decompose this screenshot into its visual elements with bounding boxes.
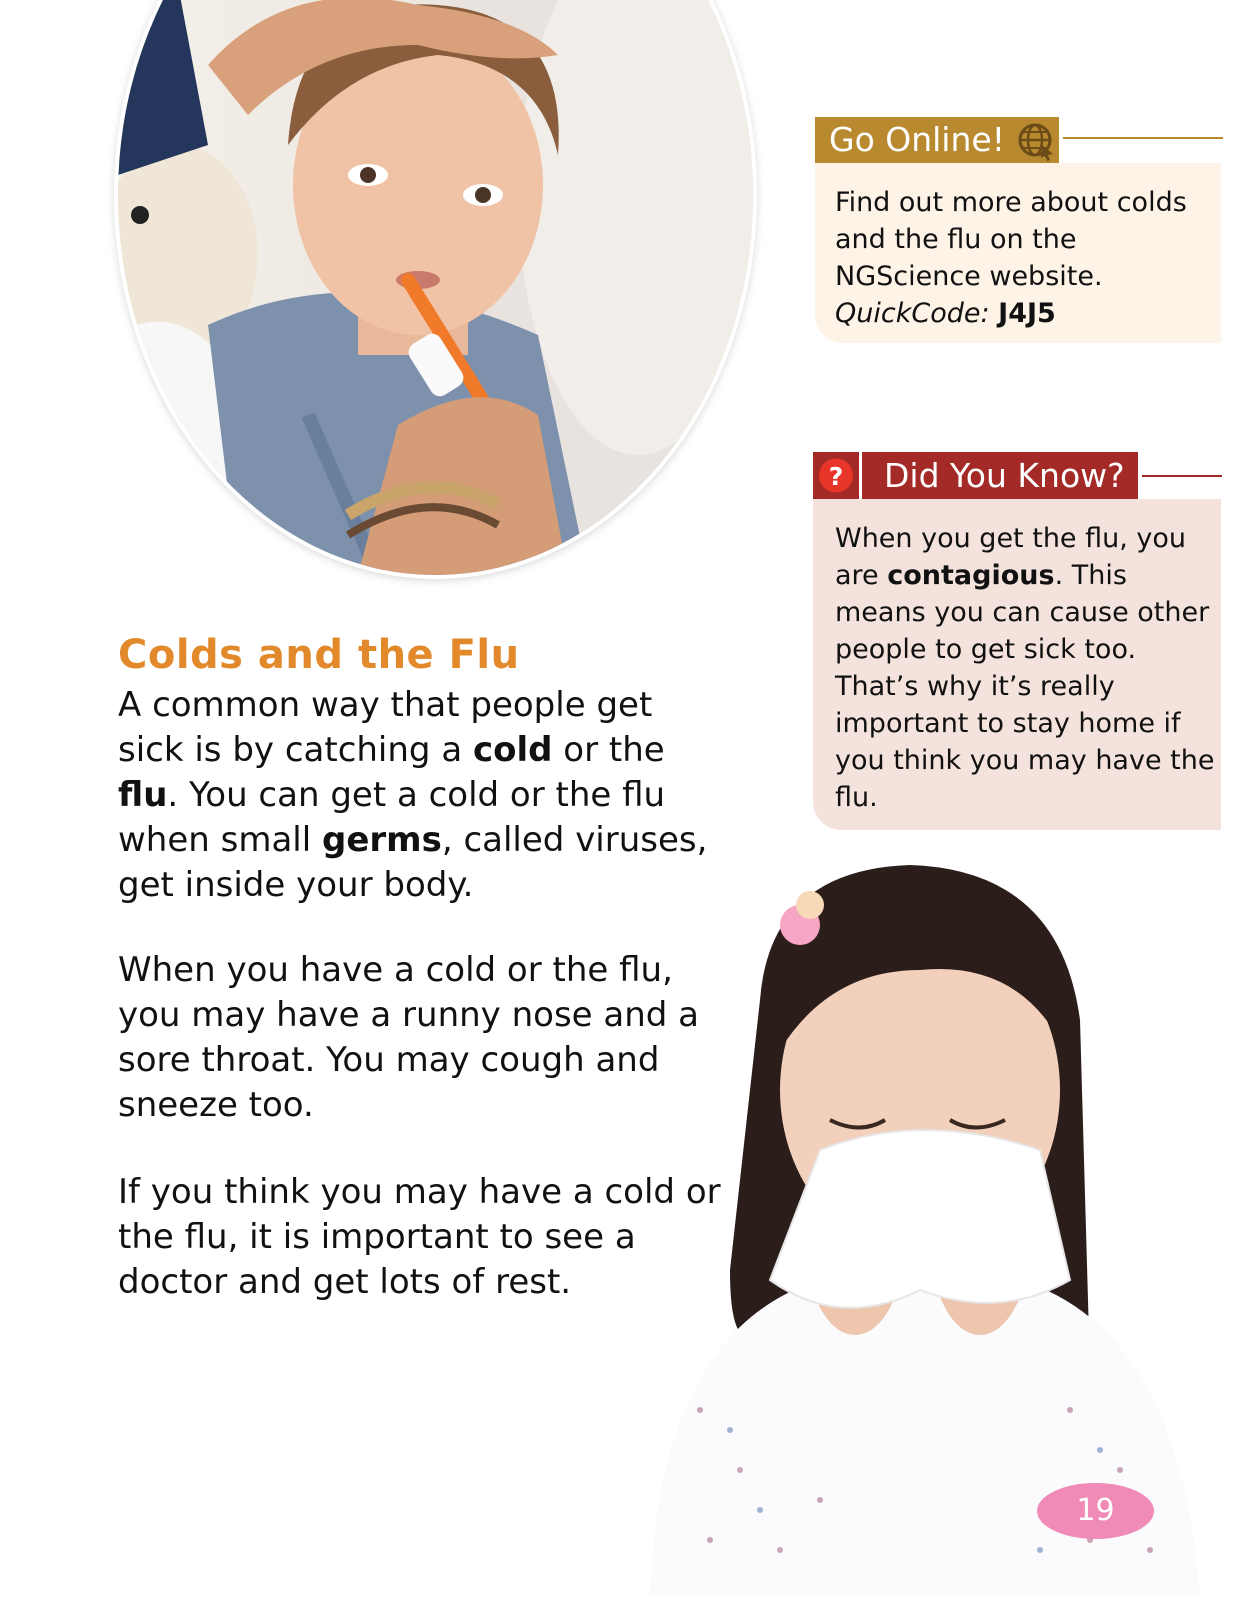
svg-text:?: ?	[828, 462, 844, 491]
key-term-germs: germs	[322, 820, 442, 860]
paragraph-3: If you think you may have a cold or the flu, it is important to see a doctor and get lots of rest.	[118, 1172, 721, 1302]
go-online-text: Find out more about colds and the flu on the NGScience website. QuickCode: J4J5	[835, 187, 1187, 329]
globe-icon	[1012, 117, 1059, 163]
key-term-contagious: contagious	[887, 560, 1055, 591]
paragraph-1: A common way that people get sick is by catching a cold or the flu. You can get a cold or the flu when small germs, called viruses, get inside your body.	[118, 685, 708, 905]
quickcode-label: QuickCode:	[835, 298, 990, 329]
go-online-title: Go Online!	[815, 117, 1019, 163]
question-icon	[813, 452, 859, 499]
go-online-rule	[1063, 137, 1223, 139]
did-you-know-title: Did You Know?	[862, 452, 1138, 499]
sneezing-girl-photo	[620, 850, 1220, 1599]
paragraph-2: When you have a cold or the flu, you may have a runny nose and a sore throat. You may cough and sneeze too.	[118, 950, 699, 1125]
did-you-know-rule	[1142, 475, 1222, 477]
quickcode-value[interactable]: J4J5	[998, 298, 1056, 329]
sick-boy-photo	[118, 0, 753, 575]
did-you-know-text: When you get the flu, you are contagious. This means you can cause other people to get sick too. That’s why it’s really important to stay home if you think you may have the flu.	[835, 523, 1215, 813]
key-term-cold: cold	[472, 730, 553, 770]
key-term-flu: flu	[118, 775, 168, 815]
page-heading: Colds and the Flu	[118, 632, 520, 678]
page-number: 19	[1037, 1483, 1154, 1539]
